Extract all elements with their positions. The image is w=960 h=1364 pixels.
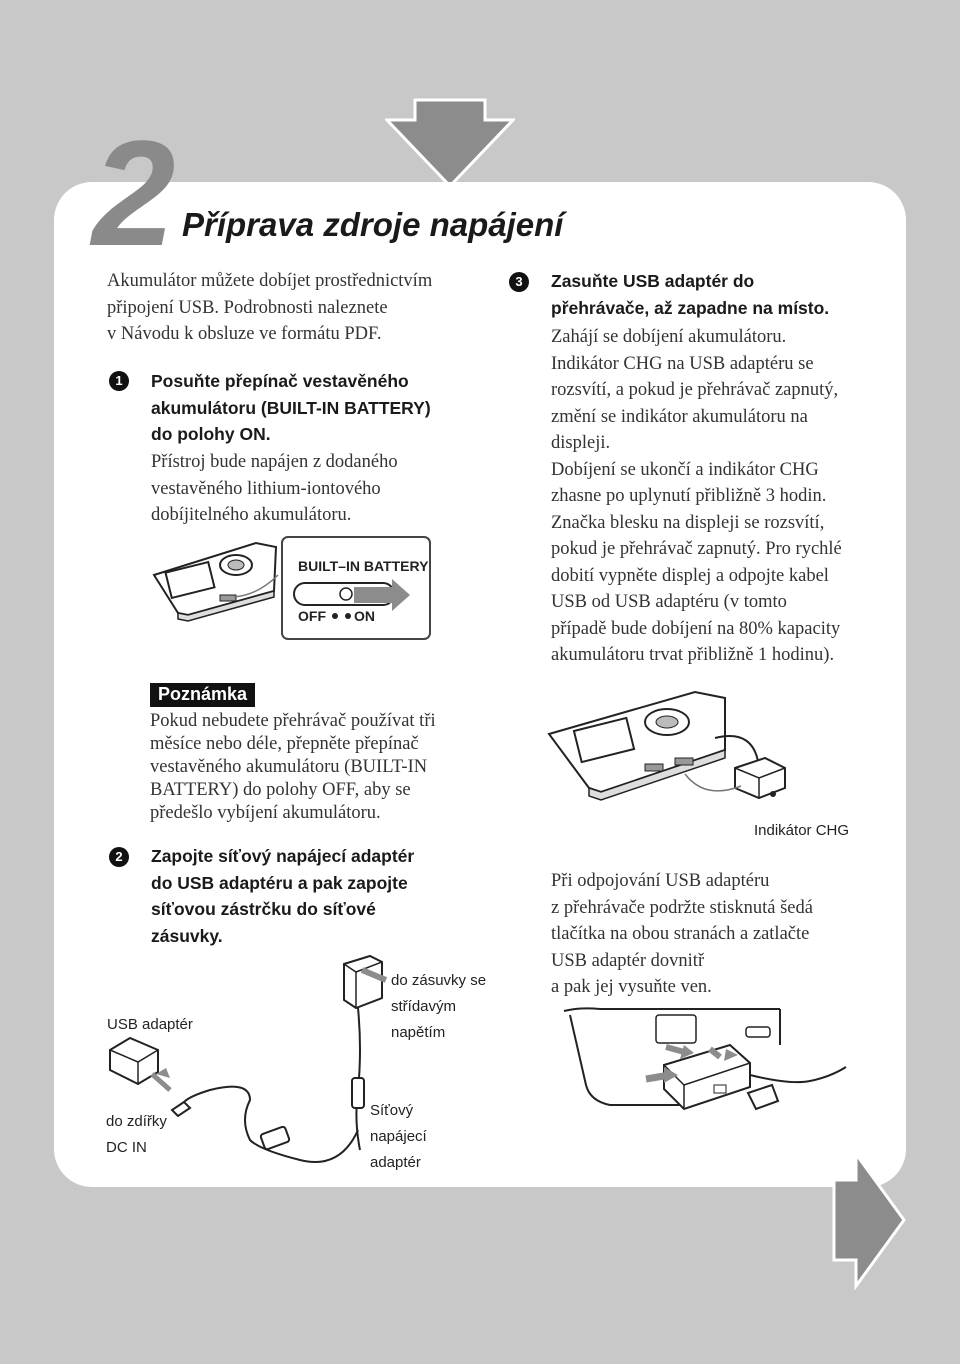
step-3-text-line: dobití vypněte displej a odpojte kabel xyxy=(551,565,829,586)
step-1-text-line: vestavěného lithium-iontového xyxy=(151,478,381,499)
step-1-heading xyxy=(151,368,431,448)
note-line: BATTERY) do polohy OFF, aby se xyxy=(150,780,411,800)
step-1-heading-line: do polohy ON. xyxy=(151,424,271,444)
step-1-text xyxy=(151,449,398,529)
step-1-text-line: Přístroj bude napájen z dodaného xyxy=(151,452,398,472)
outlet-label xyxy=(391,968,486,1046)
step-1-number: 1 xyxy=(109,371,129,391)
intro-line: připojení USB. Podrobnosti naleznete xyxy=(107,297,388,318)
ac-adapter-label-line: adaptér xyxy=(370,1154,421,1171)
step-3-text-line: rozsvítí, a pokud je přehrávač zapnutý, xyxy=(551,380,839,400)
step-2-number: 2 xyxy=(109,847,129,867)
ac-adapter-label xyxy=(370,1098,427,1176)
step-3-text-line: změní se indikátor akumulátoru na xyxy=(551,406,808,427)
disconnect-line: USB adaptér dovnitř xyxy=(551,950,705,971)
player-usb-illustration xyxy=(545,688,805,818)
step-3-heading xyxy=(551,268,829,321)
switch-title: BUILT–IN BATTERY xyxy=(298,558,429,574)
down-arrow-icon xyxy=(385,98,515,188)
step-3-text-line: displeji. xyxy=(551,433,611,453)
step-3-number: 3 xyxy=(509,272,529,292)
step-3-text-line: případě bude dobíjení na 80% kapacity xyxy=(551,618,841,639)
note-text xyxy=(150,710,436,825)
step-3-text xyxy=(551,324,842,669)
step-3-text-line: Značka blesku na displeji se rozsvítí, xyxy=(551,512,825,533)
switch-off: OFF xyxy=(298,608,326,624)
disconnect-line: z přehrávače podržte stisknutá šedá xyxy=(551,897,813,918)
disconnect-illustration xyxy=(560,1005,850,1125)
step-3-heading-line: přehrávače, až zapadne na místo. xyxy=(551,297,830,318)
step-2-heading-line: Zapojte síťový napájecí adaptér xyxy=(151,846,415,866)
switch-on: ON xyxy=(354,608,375,624)
step-3-text-line: akumulátoru trvat přibližně 1 hodinu). xyxy=(551,645,835,665)
disconnect-text xyxy=(551,868,813,1001)
dc-in-label-line: do zdířky xyxy=(106,1113,167,1130)
note-line: Pokud nebudete přehrávač používat tři xyxy=(150,711,436,731)
section-number: 2 xyxy=(92,109,172,277)
disconnect-line: a pak jej vysuňte ven. xyxy=(551,977,712,997)
next-page-arrow-icon xyxy=(828,1150,908,1290)
step-3-text-line: Zahájí se dobíjení akumulátoru. xyxy=(551,327,787,347)
ac-adapter-label-line: Síťový xyxy=(370,1102,414,1119)
outlet-label-line: do zásuvky se xyxy=(391,972,487,989)
disconnect-line: tlačítka na obou stranách a zatlačte xyxy=(551,924,810,944)
note-line: měsíce nebo déle, přepněte přepínač xyxy=(150,734,419,754)
step-2-heading-line: do USB adaptéru a pak zapojte xyxy=(151,872,408,893)
outlet-label-line: napětím xyxy=(391,1024,446,1041)
disconnect-line: Při odpojování USB adaptéru xyxy=(551,871,770,891)
step-3-text-line: Indikátor CHG na USB adaptéru se xyxy=(551,353,814,374)
step-3-heading-line: Zasuňte USB adaptér do xyxy=(551,271,755,291)
dc-in-label xyxy=(106,1109,167,1161)
step-2-heading xyxy=(151,843,414,949)
intro-line: v Návodu k obsluze ve formátu PDF. xyxy=(107,324,382,344)
note-label: Poznámka xyxy=(150,683,255,707)
intro-text xyxy=(107,268,432,348)
step-3-text-line: zhasne po uplynutí přibližně 3 hodin. xyxy=(551,486,827,506)
page-title: Příprava zdroje napájení xyxy=(182,206,564,243)
note-line: předešlo vybíjení akumulátoru. xyxy=(150,803,381,823)
usb-adapter-label: USB adaptér xyxy=(107,1016,193,1033)
step-3-text-line: Dobíjení se ukončí a indikátor CHG xyxy=(551,459,819,480)
step-1-text-line: dobíjitelného akumulátoru. xyxy=(151,505,352,525)
step-3-text-line: USB od USB adaptéru (v tomto xyxy=(551,592,787,612)
step-2-heading-line: síťovou zástrčku do síťové xyxy=(151,899,376,919)
chg-indicator-label: Indikátor CHG xyxy=(754,822,850,839)
ac-adapter-label-line: napájecí xyxy=(370,1128,427,1145)
intro-line: Akumulátor můžete dobíjet prostřednictvím xyxy=(107,271,433,291)
step-1-heading-line: Posuňte přepínač vestavěného xyxy=(151,371,409,391)
step-2-heading-line: zásuvky. xyxy=(151,925,223,946)
outlet-label-line: střídavým xyxy=(391,998,457,1015)
step-3-text-line: pokud je přehrávač zapnutý. Pro rychlé xyxy=(551,539,842,559)
dc-in-label-line: DC IN xyxy=(106,1139,147,1156)
step-1-heading-line: akumulátoru (BUILT-IN BATTERY) xyxy=(151,397,431,418)
note-line: vestavěného akumulátoru (BUILT-IN xyxy=(150,757,428,777)
player-illustration xyxy=(148,535,438,645)
